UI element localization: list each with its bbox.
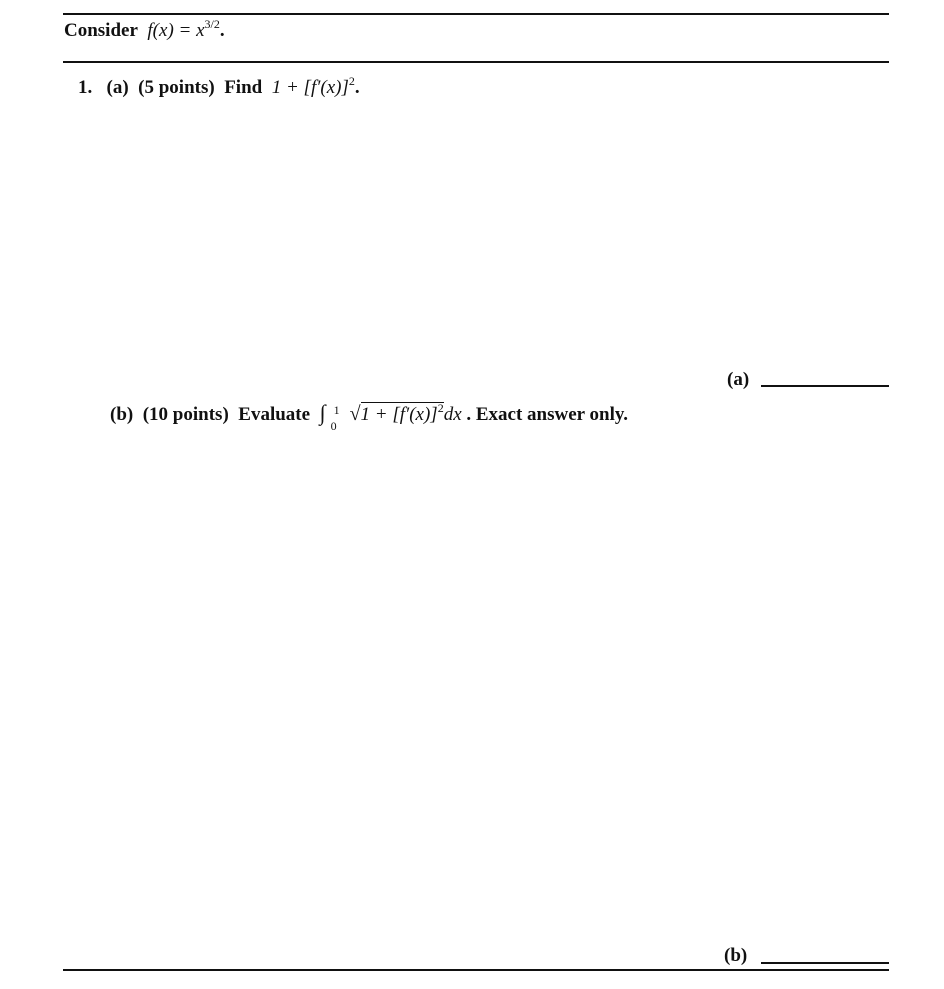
radicand: [361, 402, 444, 425]
part-a-prompt: Find: [224, 77, 263, 98]
part-a-points: (5 points): [138, 77, 215, 98]
differential: dx: [443, 404, 462, 425]
top-rule: [63, 13, 889, 15]
answer-b-blank[interactable]: [761, 962, 889, 964]
radicand-exponent: 2: [437, 401, 444, 415]
preamble-function: f(x) = x: [147, 20, 205, 41]
part-a-label: (a): [106, 77, 129, 98]
part-b-label: (b): [110, 404, 134, 425]
preamble: [64, 17, 225, 43]
bottom-rule: [63, 969, 889, 971]
part-a-end: .: [354, 77, 360, 98]
integral-symbol: ∫: [319, 400, 326, 425]
part-b-prompt: Evaluate: [238, 404, 311, 425]
section-rule: [63, 61, 889, 63]
question-number: 1.: [78, 77, 93, 98]
preamble-exponent: 3/2: [204, 17, 220, 31]
part-b-points: (10 points): [142, 404, 229, 425]
answer-a-label: (a): [727, 369, 750, 390]
answer-a-blank[interactable]: [761, 385, 889, 387]
integral-upper-limit: 1: [333, 403, 340, 417]
question-1-part-a: [78, 74, 360, 100]
question-1-part-b: [110, 400, 629, 433]
part-a-exponent: 2: [348, 74, 355, 88]
integral: [319, 400, 350, 433]
integral-lower-limit: 0: [330, 419, 337, 433]
radical-sign: √: [349, 403, 361, 425]
answer-b-label: (b): [724, 945, 748, 966]
radicand-expression: 1 + [f′(x)]: [360, 404, 438, 425]
preamble-end: .: [219, 20, 225, 41]
part-b-instruction: . Exact answer only.: [466, 404, 629, 425]
square-root: [350, 403, 444, 427]
preamble-label: Consider: [64, 20, 138, 41]
part-a-expression: 1 + [f′(x)]: [271, 77, 349, 98]
